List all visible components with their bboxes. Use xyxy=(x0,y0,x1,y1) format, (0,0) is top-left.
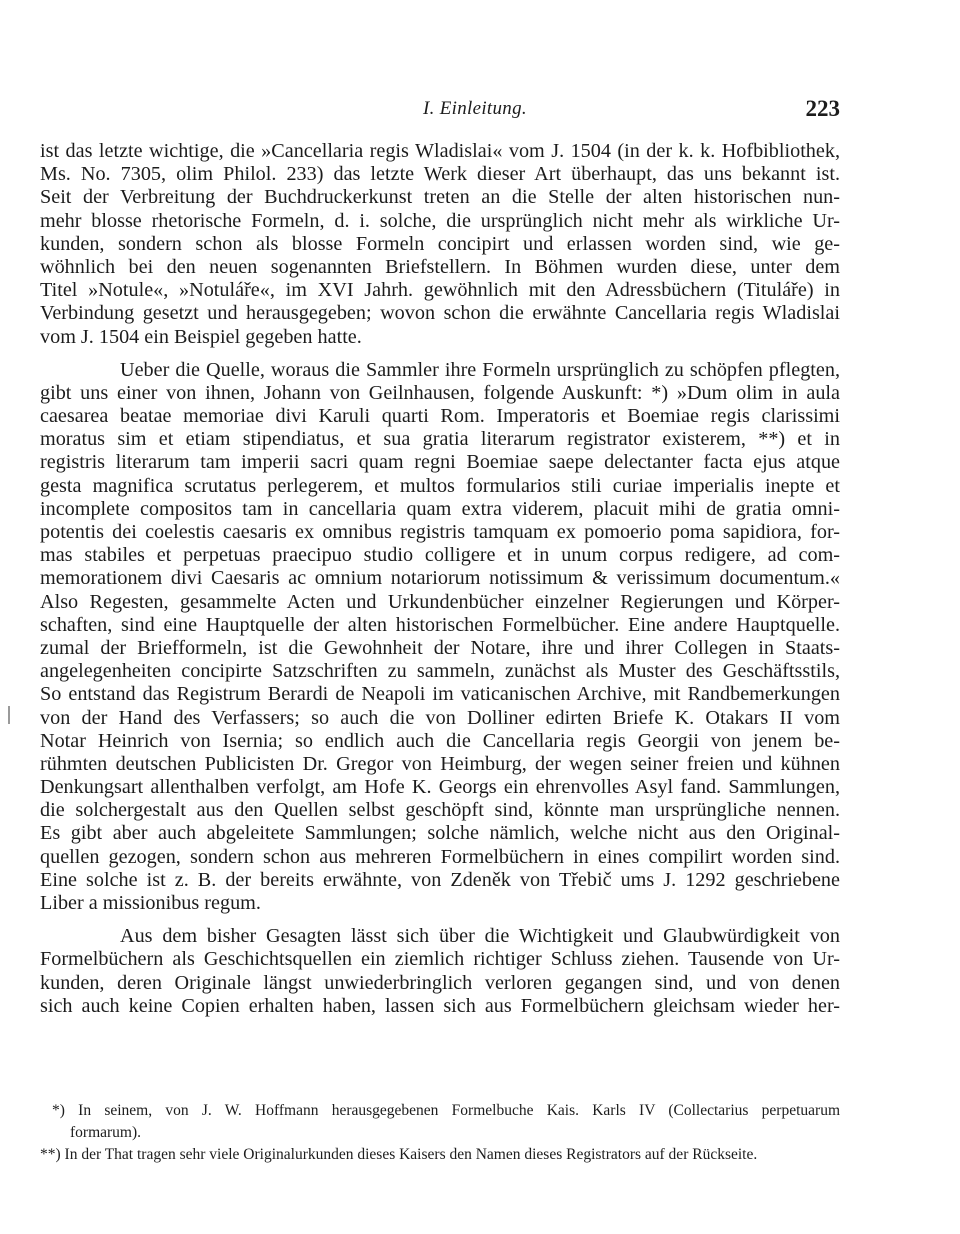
text-line: Formelbüchern als Geschichtsquellen ein ziemlich richtiger Schluss ziehen. Tausende von Ur- xyxy=(40,948,840,971)
text-line: Titel »Notule«, »Notuláře«, im XVI Jahrh. gewöhnlich mit den Adressbüchern (Tituláře) in xyxy=(40,279,840,302)
text-line: moratus sim et etiam stipendiatus, et sua gratia literarum registrator existerem, **) et in xyxy=(40,428,840,451)
text-line: Ueber die Quelle, woraus die Sammler ihre Formeln ursprünglich zu schöpfen pflegten, xyxy=(120,358,840,381)
text-line: mas stabiles et perpetuas praecipuo studio colligere et in unum corpus redigere, ad com- xyxy=(40,544,840,567)
text-line: Aus dem bisher Gesagten lässt sich über die Wichtigkeit und Glaubwürdigkeit von xyxy=(120,925,840,948)
paragraph-gap xyxy=(40,915,840,925)
text-line: Verbindung gesetzt und herausgegeben; wovon schon die erwähnte Cancellaria regis Wladislai xyxy=(40,302,840,325)
footnotes xyxy=(40,1100,840,1166)
paragraph-gap xyxy=(40,349,840,359)
text-line: die solchergestalt aus den Quellen selbst geschöpft sind, könnte man ursprüngliche nennen. xyxy=(40,799,840,822)
footnote-line: **) In der That tragen sehr viele Originalurkunden dieses Kaisers den Namen dieses Registrators auf der Rückseite. xyxy=(40,1146,758,1163)
text-line: caesarea beatae memoriae divi Karuli quarti Rom. Imperatoris et Boemiae regis clarissimi xyxy=(40,405,840,428)
text-line: angelegenheiten concipirte Satzschriften zu sammeln, zunächst als Muster des Geschäftsstils, xyxy=(40,660,840,683)
text-line: Seit der Verbreitung der Buchdruckerkunst treten an die Stelle der alten historischen nun- xyxy=(40,186,840,209)
text-line: von der Hand des Verfassers; so auch die von Dolliner edirten Briefe K. Otakars II vom xyxy=(40,706,840,729)
text-line: Es gibt aber auch abgeleitete Sammlungen; solche nämlich, welche nicht aus den Original- xyxy=(40,822,840,845)
text-line: ist das letzte wichtige, die »Cancellaria regis Wladislai« vom J. 1504 (in der k. k. Hofbibliothek, xyxy=(40,140,840,162)
text-line: memorationem divi Caesaris ac omnium notariorum notissimum & verissimum documentum.« xyxy=(40,567,840,590)
scan-mark xyxy=(8,706,10,724)
text-line: zumal der Briefformeln, ist die Gewohnheit der Notare, ihre und ihrer Collegen in Staats- xyxy=(40,636,840,659)
text-line: Denkungsart allenthalben verfolgt, am Hofe K. Georgs ein ehrenvolles Asyl fand. Sammlungen, xyxy=(40,776,840,799)
text-line: gibt uns einer von ihnen, Johann von Geilnhausen, folgende Auskunft: *) »Dum olim in aula xyxy=(40,381,840,404)
text-line: So entstand das Registrum Berardi de Neapoli im vaticanischen Archive, mit Randbemerkungen xyxy=(40,683,840,706)
text-line: Liber a missionibus regum. xyxy=(40,892,261,914)
text-line: Ms. No. 7305, olim Philol. 233) das letzte Werk dieser Art überhaupt, das uns bekannt ist. xyxy=(40,163,840,186)
text-line: wöhnlich bei den neuen sogenannten Briefstellern. In Böhmen wurden diese, unter dem xyxy=(40,255,840,278)
text-line: kunden, deren Originale längst unwiederbringlich verloren gegangen sind, und von denen xyxy=(40,971,840,994)
footnote-line: *) In seinem, von J. W. Hoffmann herausgegebenen Formelbuche Kais. Karls IV (Collectarius perpetuarum xyxy=(52,1102,840,1119)
text-line: kunden, sondern schon als blosse Formeln concipirt und erlassen worden sind, wie ge- xyxy=(40,232,840,255)
text-line: vom J. 1504 ein Beispiel gegeben hatte. xyxy=(40,325,362,348)
text-line: incomplete compositos tam in cancellaria quam extra viderem, placuit mihi de gratia omni- xyxy=(40,497,840,520)
body-text xyxy=(40,140,840,1018)
text-line: Eine solche ist z. B. der bereits erwähnte, von Zdeněk von Třebič ums J. 1292 geschriebene xyxy=(40,868,840,891)
text-line: gesta magnifica scrutatus perlegerem, et multos formularios stili curiae imperialis inepte et xyxy=(40,474,840,497)
text-line: schaften, sind eine Hauptquelle der alten historischen Formelbücher. Eine andere Hauptquelle. xyxy=(40,613,840,636)
text-line: sich auch keine Copien erhalten haben, lassen sich aus Formelbüchern gleichsam wieder her- xyxy=(40,994,840,1017)
footnote-line: formarum). xyxy=(70,1124,142,1141)
text-line: Also Regesten, gesammelte Acten und Urkundenbücher einzelner Regierungen und Körper- xyxy=(40,590,840,613)
text-line: potentis dei coelestis caesaris ex omnibus registris tamquam ex pomoerio poma sapidiora, for- xyxy=(40,521,840,543)
page-number: 223 xyxy=(805,96,840,121)
running-title: I. Einleitung. xyxy=(423,98,527,119)
text-line: Notar Heinrich von Isernia; so endlich auch die Cancellaria regis Georgii von jenem be- xyxy=(40,729,840,752)
text-line: quellen gezogen, sondern schon aus mehreren Formelbüchern in eines compilirt worden sind. xyxy=(40,845,840,868)
text-line: rühmten deutschen Publicisten Dr. Gregor von Heimburg, der wegen seiner freien und kühnen xyxy=(40,752,840,775)
text-line: mehr blosse rhetorische Formeln, d. i. solche, die ursprünglich nicht mehr als wirkliche Ur- xyxy=(40,209,840,232)
text-line: registris literarum tam imperii sacri quam regni Boemiae saepe delectanter facta ejus atque xyxy=(40,451,840,474)
page-header xyxy=(40,96,840,128)
